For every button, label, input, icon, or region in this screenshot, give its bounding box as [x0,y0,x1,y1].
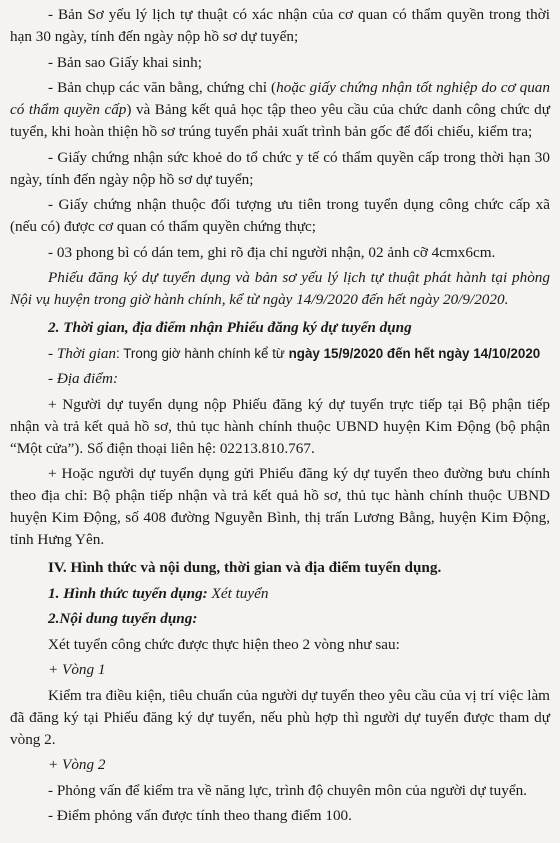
note-form-issue: Phiếu đăng ký dự tuyển dụng và bản sơ yếu lý lịch tự thuật phát hành tại phòng Nội vụ huyện trong giờ hành chính, kể từ ngày 14/9/2020 đến hết ngày 20/9/2020. [10,269,550,308]
content-label: 2.Nội dung tuyển dụng: [48,610,198,627]
item-birth-certificate: - Bản sao Giấy khai sinh; [48,53,202,71]
item-diplomas: - Bản chụp các văn bằng, chứng chỉ (hoặc giấy chứng nhận tốt nghiệp do cơ quan có thẩm quyền cấp) và Bảng kết quả học tập theo yêu cầu của chức danh công chức dự tuyển, khi hoàn thiện hồ sơ trúng tuyển phải xuất trình bản gốc để đối chiếu, kiểm tra; [10,79,550,140]
place-label: - Địa điểm: [48,370,119,387]
round-2-interview: - Phỏng vấn để kiểm tra về năng lực, trình độ chuyên môn của người dự tuyển. [48,781,527,799]
item-priority-certificate: - Giấy chứng nhận thuộc đối tượng ưu tiên trong tuyển dụng công chức cấp xã (nếu có) được cơ quan có thẩm quyền chứng thực; [10,196,550,235]
form-line: 1. Hình thức tuyển dụng: Xét tuyển [48,584,269,602]
section-2-title: 2. Thời gian, địa điểm nhận Phiếu đăng ký dự tuyển dụng [48,319,412,336]
round-1-label: + Vòng 1 [48,661,106,678]
round-2-score: - Điểm phỏng vấn được tính theo thang điểm 100. [48,807,352,824]
content-intro: Xét tuyển công chức được thực hiện theo 2 vòng như sau: [48,635,400,653]
round-1-text: Kiểm tra điều kiện, tiêu chuẩn của người dự tuyển theo yêu cầu của vị trí việc làm đã đăng ký tại Phiếu đăng ký dự tuyển, nếu phù hợp thì người dự tuyển được tham dự vòng 2. [10,686,550,748]
time-line: - Thời gian: Trong giờ hành chính kể từ ngày 15/9/2020 đến hết ngày 14/10/2020 [48,344,541,362]
place-postal: + Hoặc người dự tuyển dụng gửi Phiếu đăng ký dự tuyển theo đường bưu chính theo địa chỉ: Bộ phận tiếp nhận và trả kết quả hồ sơ, thủ tục hành chính thuộc UBND huyện Kim Động, số 408 đường Nguyễn Bình, thị trấn Lương Bằng, huyện Kim Động, tỉnh Hưng Yên. [10,465,550,548]
item-resume: - Bản Sơ yếu lý lịch tự thuật có xác nhận của cơ quan có thẩm quyền trong thời hạn 30 ngày, tính đến ngày nộp hồ sơ dự tuyển; [10,6,550,45]
round-2-label: + Vòng 2 [48,756,106,773]
item-health-certificate: - Giấy chứng nhận sức khoẻ do tổ chức y tế có thẩm quyền cấp trong thời hạn 30 ngày, tính đến ngày nộp hồ sơ dự tuyển; [10,148,550,188]
place-direct: + Người dự tuyển dụng nộp Phiếu đăng ký dự tuyển trực tiếp tại Bộ phận tiếp nhận và trả kết quả hồ sơ, thủ tục hành chính thuộc UBND huyện Kim Động (bộ phận “Một cửa”). Số điện thoại liên hệ: 02213.810.767. [10,395,550,457]
item-envelopes-photos: - 03 phong bì có dán tem, ghi rõ địa chỉ người nhận, 02 ảnh cỡ 4cmx6cm. [48,243,496,261]
section-4-title: IV. Hình thức và nội dung, thời gian và địa điểm tuyển dụng. [48,559,442,576]
